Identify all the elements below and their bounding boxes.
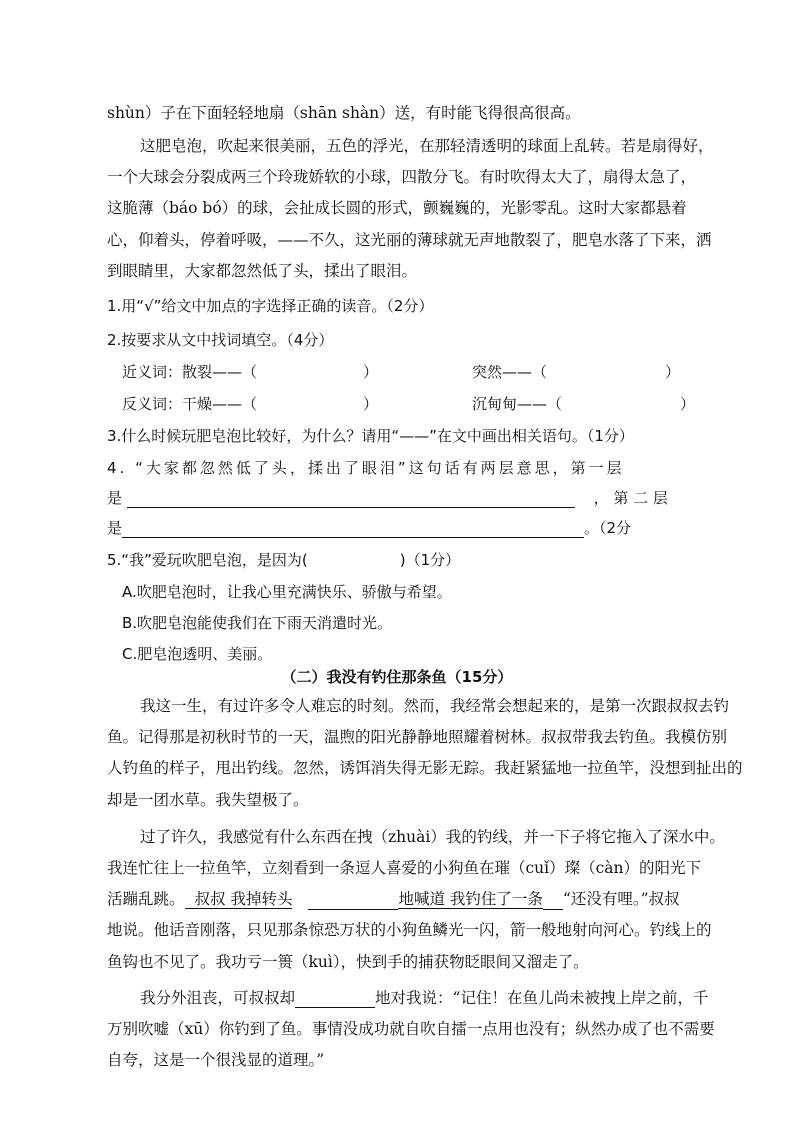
synonym-row-2 — [472, 362, 702, 382]
antonym-1-label: 反义词：干燥——（ — [122, 395, 258, 413]
passage-line: 万别吹嘘（xū）你钓到了鱼。事情没成功就自吹自擂一点用也没有；纵然办成了也不需要 — [107, 1020, 715, 1038]
passage-line: 却是一团水草。我失望极了。 — [107, 791, 309, 809]
p2-text-c: 地喊道 我钓住了一条 — [398, 890, 543, 908]
p2-text-d: “还没有哩。”叔叔 — [562, 890, 680, 908]
question-4-line2 — [107, 488, 719, 508]
q5-text: 5.“我”爱玩吹肥皂泡，是因为( — [107, 551, 308, 569]
passage-line: 这脆薄（báo bó）的球，会扯成长圆的形式，颤巍巍的，光影零乱。这时大家都悬着 — [107, 199, 687, 217]
p3-text-a: 我分外沮丧，可叔叔却 — [140, 989, 296, 1007]
passage-line — [140, 988, 752, 1008]
question-3: 3.什么时候玩肥皂泡比较好，为什么？请用“——”在文中画出相关语句。（1分） — [107, 427, 634, 445]
passage-line: 到眼睛里，大家都忽然低了头，揉出了眼泪。 — [107, 262, 418, 280]
q4-score: 。（2分 — [584, 519, 632, 537]
close-paren: ） — [680, 395, 696, 413]
passage-line: 自夸，这是一个很浅显的道理。” — [107, 1051, 325, 1069]
section-title: （二）我没有钓住那条鱼（15分） — [281, 668, 513, 686]
option-b: B.吹肥皂泡能使我们在下雨天消遣时光。 — [122, 614, 393, 632]
p3-text-b: 地对我说：“记住！在鱼儿尚未被拽上岸之前，千 — [375, 989, 709, 1007]
q4-shi-1: 是 — [107, 489, 123, 507]
q4-second-layer: ， 第 二 层 — [593, 489, 668, 507]
passage-line: 地说。他话音刚落，只见那条惊恐万状的小狗鱼鳞光一闪，箭一般地射向河心。钓线上的 — [107, 921, 712, 939]
passage-line: 一个大球会分裂成两三个玲珑娇软的小球，四散分飞。有时吹得太大了，扇得太急了， — [107, 168, 697, 186]
synonym-2-label: 突然——（ — [472, 363, 548, 381]
answer-blank-3[interactable] — [308, 891, 398, 910]
close-paren: ） — [665, 363, 681, 381]
passage-line: shùn）子在下面轻轻地扇（shān shàn）送，有时能飞得很高很高。 — [107, 104, 581, 122]
question-4-line1: 4. “大家都忽然低了头，揉出了眼泪”这句话有两层意思，第一层 — [107, 459, 625, 477]
passage-line: 鱼。记得那是初秋时节的一天，温煦的阳光静静地照耀着树林。叔叔带我去钓鱼。我模仿别 — [107, 728, 728, 746]
answer-blank-4[interactable] — [295, 989, 375, 1008]
question-2: 2.按要求从文中找词填空。（4分） — [107, 331, 334, 349]
option-a: A.吹肥皂泡时，让我心里充满快乐、骄傲与希望。 — [122, 583, 452, 601]
passage-line-punctuation — [107, 889, 719, 910]
passage-line: 过了许久，我感觉有什么东西在拽（zhuài）我的钓线，并一下子将它拖入了深水中。 — [140, 828, 725, 846]
answer-blank-1[interactable] — [127, 489, 575, 508]
p2-text-a: 活蹦乱跳。 — [107, 890, 185, 908]
option-c: C.肥皂泡透明、美丽。 — [122, 645, 273, 663]
question-1: 1.用“√”给文中加点的字选择正确的读音。（2分） — [107, 297, 434, 315]
question-4-line3 — [107, 518, 719, 538]
synonym-1-label: 近义词：散裂——（ — [122, 363, 258, 381]
passage-line: 我这一生，有过许多令人难忘的时刻。然而，我经常会想起来的，是第一次跟叔叔去钓 — [140, 697, 730, 715]
question-5 — [107, 550, 719, 570]
passage-line: 这肥皂泡，吹起来很美丽，五色的浮光，在那轻清透明的球面上乱转。若是扇得好， — [140, 137, 714, 155]
antonym-row-2 — [472, 394, 712, 414]
answer-blank-2[interactable] — [122, 519, 584, 538]
antonym-2-label: 沉甸甸——（ — [472, 395, 563, 413]
passage-line: 鱼钩也不见了。我功亏一篑（kuì），快到手的捕获物眨眼间又溜走了。 — [107, 953, 589, 971]
close-paren: ） — [363, 395, 379, 413]
q4-shi-2: 是 — [107, 519, 123, 537]
close-paren: ） — [363, 363, 379, 381]
q5-end: )（1分） — [399, 551, 461, 569]
passage-line: 我连忙往上一拉鱼竿，立刻看到一条逗人喜爱的小狗鱼在璀（cuǐ）璨（càn）的阳光下 — [107, 859, 702, 877]
passage-line: 心，仰着头，停着呼吸，——不久，这光丽的薄球就无声地散裂了，肥皂水落了下来，洒 — [107, 231, 712, 249]
passage-line: 人钓鱼的样子，甩出钓线。忽然，诱饵消失得无影无踪。我赶紧猛地一拉鱼竿，没想到扯出的 — [107, 759, 743, 777]
p2-text-b: 叔叔 我掉转头 — [185, 890, 293, 909]
